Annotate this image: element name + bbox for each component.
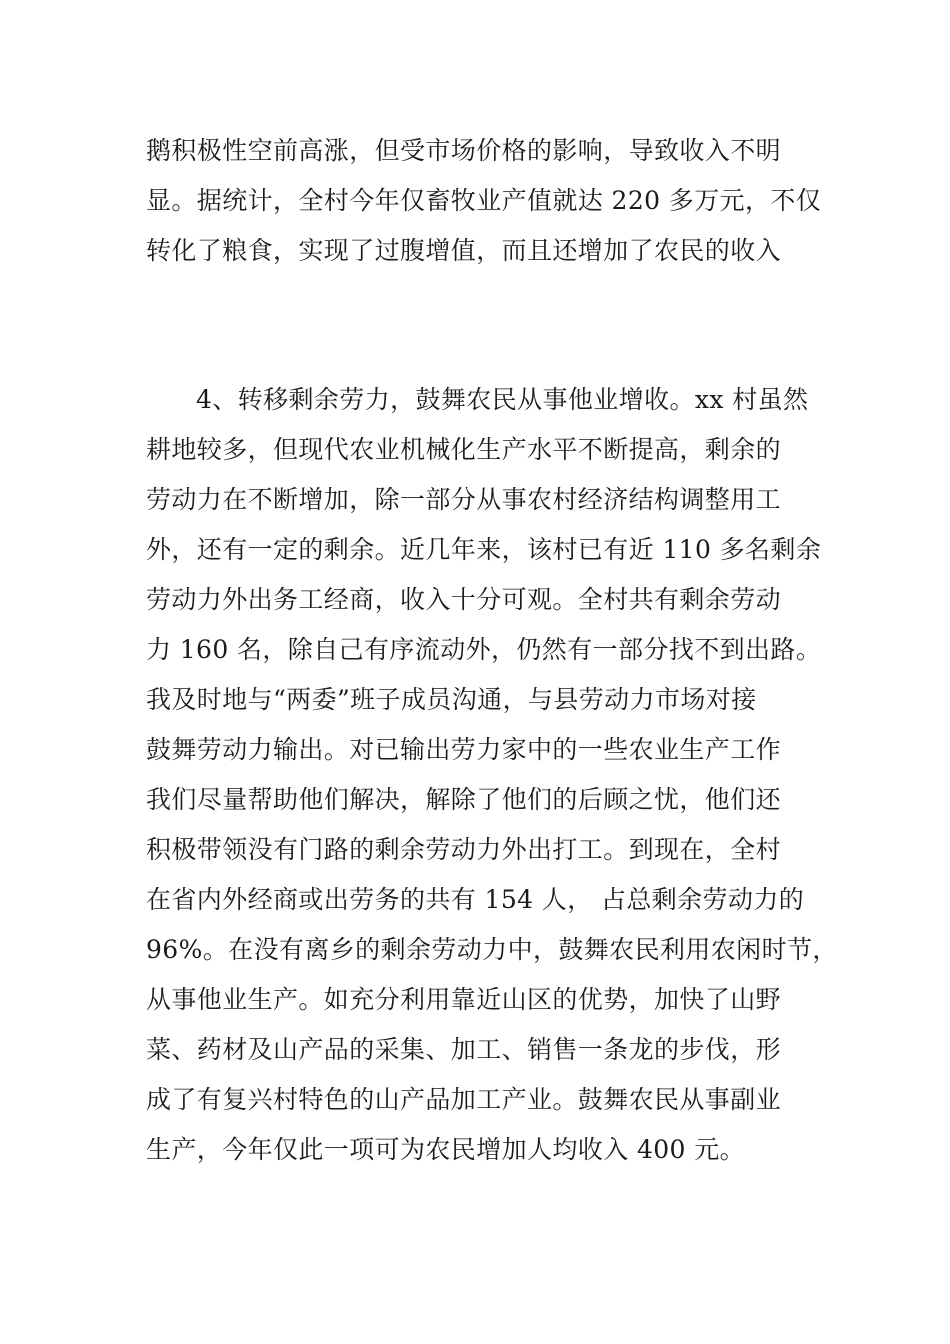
paragraph-2-line: 96%。在没有离乡的剩余劳动力中，鼓舞农民利用农闲时节， xyxy=(146,935,838,964)
paragraph-1-line: 显。据统计，全村今年仅畜牧业产值就达 220 多万元，不仅 xyxy=(146,186,822,215)
paragraph-2-line: 外，还有一定的剩余。近几年来，该村已有近 110 多名剩余 xyxy=(146,535,822,564)
paragraph-1-line: 转化了粮食，实现了过腹增值，而且还增加了农民的收入 xyxy=(146,236,782,265)
paragraph-2-line: 我们尽量帮助他们解决，解除了他们的后顾之忧，他们还 xyxy=(146,785,782,814)
paragraph-2-line: 积极带领没有门路的剩余劳动力外出打工。到现在，全村 xyxy=(146,835,782,864)
paragraph-2-line: 劳动力在不断增加，除一部分从事农村经济结构调整用工 xyxy=(146,485,782,514)
paragraph-2-line: 鼓舞劳动力输出。对已输出劳力家中的一些农业生产工作 xyxy=(146,735,782,764)
paragraph-2-line: 力 160 名，除自己有序流动外，仍然有一部分找不到出路。 xyxy=(146,635,822,664)
paragraph-2-line: 劳动力外出务工经商，收入十分可观。全村共有剩余劳动 xyxy=(146,585,782,614)
paragraph-2-line: 耕地较多，但现代农业机械化生产水平不断提高，剩余的 xyxy=(146,435,782,464)
paragraph-2-line: 4、转移剩余劳力，鼓舞农民从事他业增收。xx 村虽然 xyxy=(196,385,809,414)
paragraph-1-line: 鹅积极性空前高涨，但受市场价格的影响，导致收入不明 xyxy=(146,136,782,165)
paragraph-2-line: 在省内外经商或出劳务的共有 154 人， 占总剩余劳动力的 xyxy=(146,885,805,914)
paragraph-2-line: 我及时地与“两委”班子成员沟通，与县劳动力市场对接 xyxy=(146,685,757,714)
paragraph-2-line: 从事他业生产。如充分利用靠近山区的优势，加快了山野 xyxy=(146,985,782,1014)
paragraph-2-line: 成了有复兴村特色的山产品加工产业。鼓舞农民从事副业 xyxy=(146,1085,782,1114)
paragraph-2-line: 生产，今年仅此一项可为农民增加人均收入 400 元。 xyxy=(146,1135,746,1164)
paragraph-2-line: 菜、药材及山产品的采集、加工、销售一条龙的步伐，形 xyxy=(146,1035,782,1064)
